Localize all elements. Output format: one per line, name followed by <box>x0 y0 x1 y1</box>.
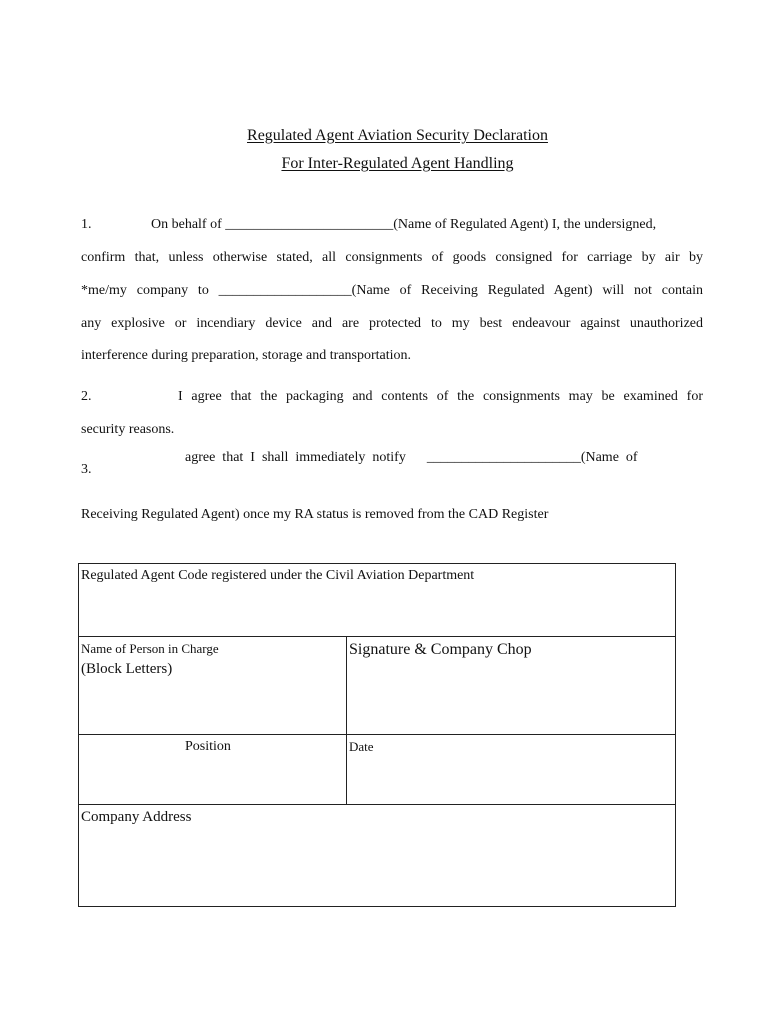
para1-line1-rest: ________________________(Name of Regulated Agent) I, the undersigned, <box>225 217 657 232</box>
document-title: Regulated Agent Aviation Security Declaration <box>247 127 548 144</box>
para1-number: 1. <box>81 217 92 232</box>
para2-number: 2. <box>81 389 92 404</box>
para1-line1-lead: On behalf of <box>151 217 222 232</box>
para3-line2: Receiving Regulated Agent) once my RA status is removed from the CAD Register <box>81 507 549 522</box>
regulated-agent-code-label: Regulated Agent Code registered under the Civil Aviation Department <box>81 568 475 583</box>
signature-chop-cell[interactable] <box>347 637 676 735</box>
para1-line3: *me/my company to ___________________(Name of Receiving Regulated Agent) will not contain <box>81 283 703 298</box>
para2-line2: security reasons. <box>81 422 175 437</box>
date-cell[interactable] <box>347 735 676 805</box>
company-address-label: Company Address <box>81 809 192 825</box>
block-letters-label: (Block Letters) <box>81 661 173 677</box>
para3-number: 3. <box>81 462 92 477</box>
person-in-charge-cell[interactable] <box>79 637 347 735</box>
regulated-agent-code-cell[interactable] <box>79 564 676 637</box>
para1-line2: confirm that, unless otherwise stated, all consignments of goods consigned for carriage by air by <box>81 250 703 265</box>
company-address-cell[interactable] <box>79 805 676 907</box>
person-in-charge-label: Name of Person in Charge <box>81 641 219 656</box>
position-label: Position <box>185 739 231 754</box>
document-subtitle: For Inter-Regulated Agent Handling <box>281 155 514 172</box>
signature-chop-label: Signature & Company Chop <box>349 641 532 658</box>
para3-line1: agree that I shall immediately notify ______________________(Name of <box>185 450 638 465</box>
position-cell[interactable] <box>79 735 347 805</box>
para1-line5: interference during preparation, storage and transportation. <box>81 348 412 363</box>
para2-line1: I agree that the packaging and contents of the consignments may be examined for <box>178 389 703 404</box>
para1-line1 <box>151 217 703 233</box>
declaration-form-table <box>78 563 676 907</box>
para1-line4: any explosive or incendiary device and are protected to my best endeavour against unauthorized <box>81 316 703 331</box>
date-label: Date <box>349 739 374 754</box>
